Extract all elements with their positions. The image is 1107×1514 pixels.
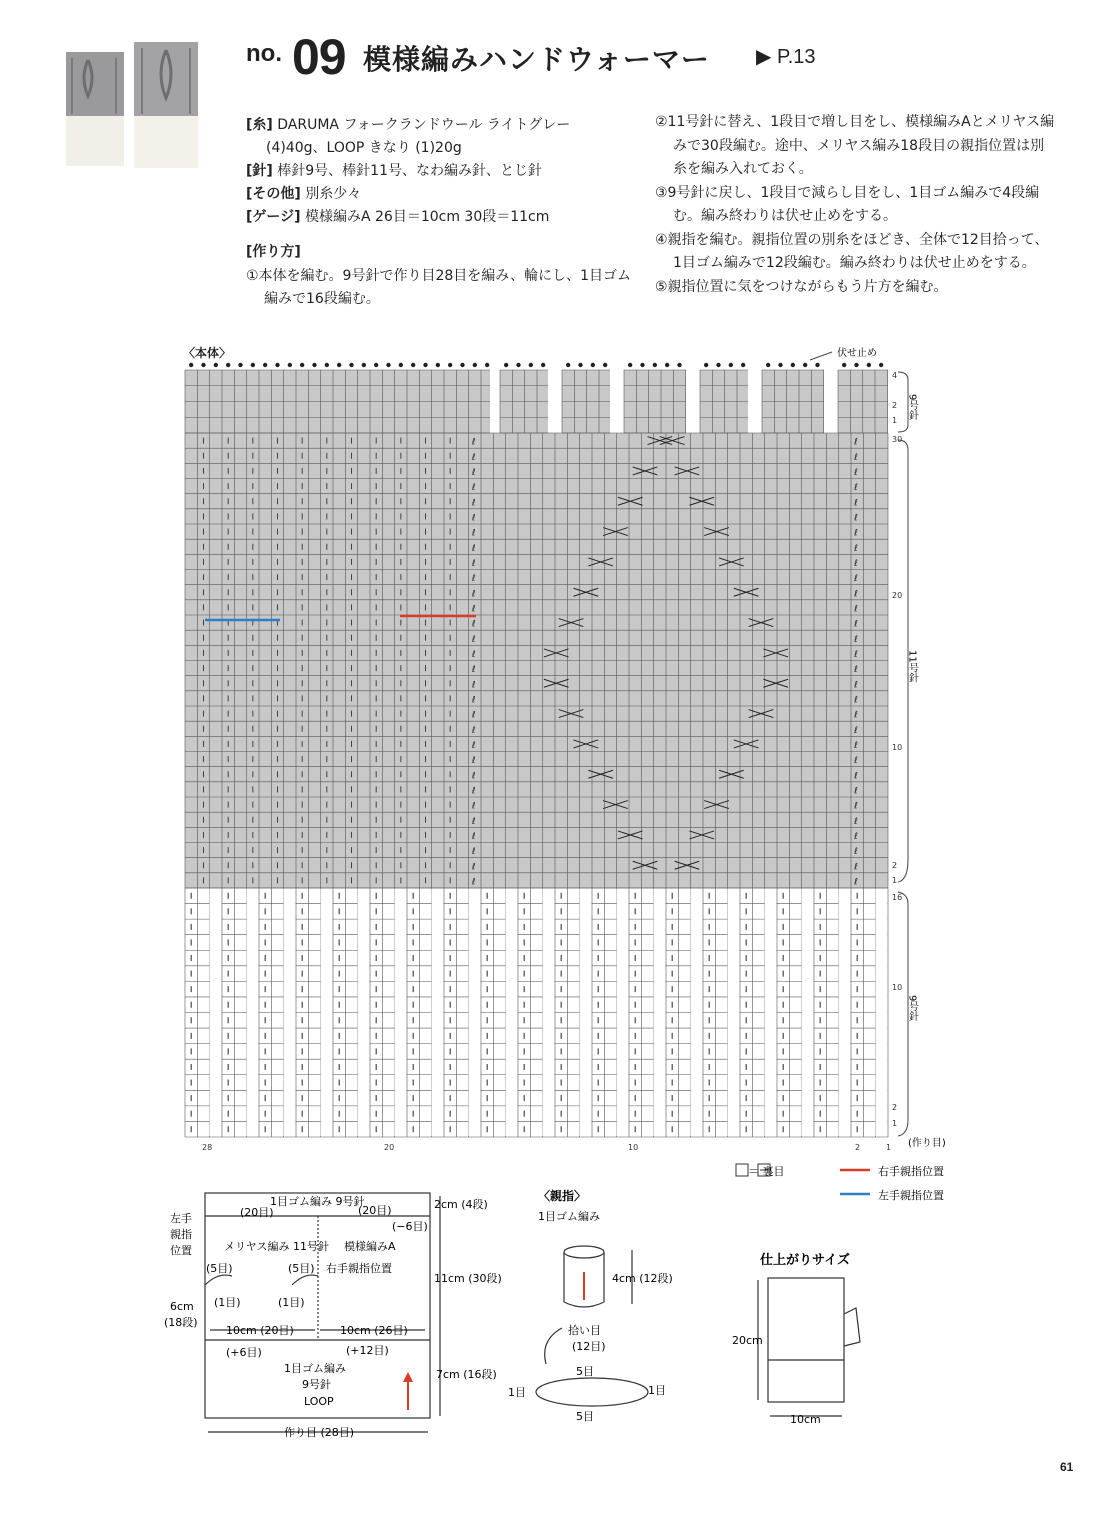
twist-symbol: ℓ xyxy=(471,740,476,751)
twist-symbol: ℓ xyxy=(471,498,476,509)
twist-symbol: ℓ xyxy=(471,452,476,463)
yarn-line1: DARUMA フォークランドウール ライトグレー xyxy=(277,117,571,133)
finished-title: 仕上がりサイズ xyxy=(760,1253,850,1268)
twist-symbol: ℓ xyxy=(471,862,476,873)
twist-symbol: ℓ xyxy=(854,558,858,569)
row-number: 16 xyxy=(892,893,903,902)
twist-symbol: ℓ xyxy=(471,801,476,812)
twist-symbol: ℓ xyxy=(471,816,476,827)
needle-bottom-label: 9号針 xyxy=(906,995,918,1022)
sch-rib: 1目ゴム編み xyxy=(284,1362,346,1375)
twist-symbol: ℓ xyxy=(854,452,858,463)
needle-value: 棒針9号、棒針11号、なわ編み針、とじ針 xyxy=(277,163,542,180)
sch-loop: LOOP xyxy=(304,1395,334,1408)
twist-symbol: ℓ xyxy=(854,680,858,691)
sch-inc12: (+12目) xyxy=(346,1344,389,1357)
legend-purl: ＝ 裏目 xyxy=(748,1165,785,1178)
row-number: 2 xyxy=(892,861,898,870)
sch-five1: (5目) xyxy=(206,1262,233,1275)
twist-symbol: ℓ xyxy=(471,786,476,797)
gauge-value: 模様編みA 26目＝10cm 30段＝11cm xyxy=(304,209,550,226)
yarn-line2: (4)40g、LOOP きなり (1)20g xyxy=(266,140,462,157)
twist-symbol: ℓ xyxy=(854,740,858,751)
twist-symbol: ℓ xyxy=(854,771,858,782)
row-number: 10 xyxy=(892,743,903,752)
row-number: 4 xyxy=(892,371,898,380)
sch-top-label: 1目ゴム編み 9号針 xyxy=(270,1195,365,1208)
twist-symbol: ℓ xyxy=(854,847,858,858)
twist-symbol: ℓ xyxy=(471,831,476,842)
sch-h-top: 2cm (4段) xyxy=(434,1198,488,1211)
col-number: 2 xyxy=(855,1143,861,1152)
twist-symbol: ℓ xyxy=(854,619,858,630)
twist-symbol: ℓ xyxy=(854,756,858,767)
row-number: 20 xyxy=(892,591,903,600)
sch-w10a: 10cm (20目) xyxy=(226,1324,294,1337)
thumb-one-l: 1目 xyxy=(508,1386,526,1399)
col-number: 10 xyxy=(628,1143,639,1152)
twist-symbol: ℓ xyxy=(854,801,858,812)
twist-symbol: ℓ xyxy=(854,483,858,494)
needle-top-label: 9号針 xyxy=(906,394,918,421)
twist-symbol: ℓ xyxy=(854,498,858,509)
needle-mid-label: 11号針 xyxy=(906,650,918,683)
thumb-five-bot: 5目 xyxy=(576,1410,594,1423)
twist-symbol: ℓ xyxy=(854,437,858,448)
thumb-pick-n: (12目) xyxy=(572,1340,606,1353)
sch-stockinette: メリヤス編み 11号針 xyxy=(224,1240,330,1253)
finished-thumb xyxy=(844,1308,860,1346)
legend-left-thumb: 左手親指位置 xyxy=(878,1189,944,1202)
pattern-title: 模様編みハンドウォーマー xyxy=(363,43,710,76)
twist-symbol: ℓ xyxy=(471,847,476,858)
twist-symbol: ℓ xyxy=(854,816,858,827)
twist-symbol: ℓ xyxy=(854,543,858,554)
page-number: 61 xyxy=(1060,1460,1074,1474)
sch-five2: (5目) xyxy=(288,1262,315,1275)
howto-heading: [作り方] xyxy=(246,244,301,261)
twist-symbol: ℓ xyxy=(854,831,858,842)
twist-symbol: ℓ xyxy=(471,589,476,600)
sch-patternA: 模様編みA xyxy=(344,1240,396,1253)
twist-symbol: ℓ xyxy=(854,710,858,721)
twist-symbol: ℓ xyxy=(471,695,476,706)
twist-symbol: ℓ xyxy=(854,786,858,797)
twist-symbol: ℓ xyxy=(471,437,476,448)
sch-one1: (1目) xyxy=(214,1296,241,1309)
twist-symbol: ℓ xyxy=(471,528,476,539)
twist-symbol: ℓ xyxy=(854,665,858,676)
sch-st20b: (20目) xyxy=(358,1204,392,1217)
twist-symbol: ℓ xyxy=(854,877,858,888)
thumb-one-r: 1目 xyxy=(648,1384,666,1397)
sch-dec: (−6目) xyxy=(392,1220,428,1233)
sch-h-bot: 7cm (16段) xyxy=(436,1368,497,1381)
other-key: [その他] xyxy=(246,186,301,203)
row-number: 1 xyxy=(892,876,898,885)
finished-height: 20cm xyxy=(732,1334,763,1347)
col-number: 20 xyxy=(384,1143,395,1152)
step-4: ④親指を編む。親指位置の別糸をほどき、全体で12目拾って、1目ゴム編みで12段編む。編み終わりは伏せ止めをする。 xyxy=(655,231,1049,272)
twist-symbol: ℓ xyxy=(471,619,476,630)
twist-symbol: ℓ xyxy=(854,725,858,736)
twist-symbol: ℓ xyxy=(471,483,476,494)
row-number: 1 xyxy=(892,1119,898,1128)
cast-on-label: (作り目) xyxy=(908,1138,946,1149)
twist-symbol: ℓ xyxy=(471,574,476,585)
twist-symbol: ℓ xyxy=(854,604,858,615)
sch-h-thumb-2: (18段) xyxy=(164,1316,198,1329)
twist-symbol: ℓ xyxy=(471,467,476,478)
twist-symbol: ℓ xyxy=(471,771,476,782)
twist-symbol: ℓ xyxy=(471,710,476,721)
thumb-height: 4cm (12段) xyxy=(612,1272,673,1285)
other-value: 別糸少々 xyxy=(305,186,362,203)
twist-symbol: ℓ xyxy=(471,756,476,767)
thumb-five-top: 5目 xyxy=(576,1365,594,1378)
row-number: 2 xyxy=(892,401,898,410)
needle-key: [針] xyxy=(246,163,273,180)
thumb-title: 〈親指〉 xyxy=(538,1189,587,1203)
twist-symbol: ℓ xyxy=(471,558,476,569)
col-number: 28 xyxy=(202,1143,213,1152)
row-number: 1 xyxy=(892,416,898,425)
twist-symbol: ℓ xyxy=(854,528,858,539)
pattern-no-label: no. xyxy=(246,40,282,67)
twist-symbol: ℓ xyxy=(471,680,476,691)
step-2: ②11号針に替え、1段目で増し目をし、模様編みAとメリヤス編みで30段編む。途中、メリヤス編み18段目の親指位置は別糸を編み入れておく。 xyxy=(655,114,1055,178)
sch-cast-on: 作り目 (28目) xyxy=(284,1426,355,1439)
twist-symbol: ℓ xyxy=(471,604,476,615)
chart-label: 〈本体〉 xyxy=(183,346,232,360)
step-3: ③9号針に戻し、1段目で減らし目をし、1目ゴム編みで4段編む。編み終わりは伏せ止めをする。 xyxy=(655,184,1040,225)
twist-symbol: ℓ xyxy=(471,543,476,554)
twist-symbol: ℓ xyxy=(854,634,858,645)
twist-symbol: ℓ xyxy=(471,665,476,676)
twist-symbol: ℓ xyxy=(854,695,858,706)
legend-right-thumb: 右手親指位置 xyxy=(878,1165,944,1178)
finished-outline xyxy=(768,1278,844,1402)
pattern-number: 09 xyxy=(292,29,346,85)
twist-symbol: ℓ xyxy=(471,649,476,660)
sch-w10b: 10cm (26目) xyxy=(340,1324,408,1337)
sch-inc6: (+6目) xyxy=(226,1346,262,1359)
sch-h-mid: 11cm (30段) xyxy=(434,1272,502,1285)
sch-left-thumb-3: 位置 xyxy=(170,1244,192,1257)
twist-symbol: ℓ xyxy=(854,862,858,873)
col-number: 1 xyxy=(886,1143,892,1152)
row-number: 30 xyxy=(892,435,903,444)
twist-symbol: ℓ xyxy=(854,574,858,585)
finished-width: 10cm xyxy=(790,1413,821,1426)
sch-st20a: (20目) xyxy=(240,1206,274,1219)
twist-symbol: ℓ xyxy=(471,725,476,736)
sch-h-thumb-1: 6cm xyxy=(170,1300,194,1313)
page-reference: ▶ P.13 xyxy=(756,46,816,68)
row-number: 10 xyxy=(892,983,903,992)
step-5: ⑤親指位置に気をつけながらもう片方を編む。 xyxy=(655,278,948,295)
twist-symbol: ℓ xyxy=(471,513,476,524)
thumb-pick: 拾い目 xyxy=(568,1324,601,1337)
gauge-key: [ゲージ] xyxy=(246,209,301,226)
twist-symbol: ℓ xyxy=(854,589,858,600)
twist-symbol: ℓ xyxy=(854,649,858,660)
twist-symbol: ℓ xyxy=(854,513,858,524)
twist-symbol: ℓ xyxy=(471,877,476,888)
thumb-rib: 1目ゴム編み xyxy=(538,1210,600,1223)
row-number: 2 xyxy=(892,1103,898,1112)
sch-needle9: 9号針 xyxy=(302,1378,331,1391)
step-1: ①本体を編む。9号針で作り目28目を編み、輪にし、1目ゴム編みで16段編む。 xyxy=(246,267,632,307)
twist-symbol: ℓ xyxy=(854,467,858,478)
sch-one2: (1目) xyxy=(278,1296,305,1309)
sch-right-thumb: 右手親指位置 xyxy=(326,1262,392,1275)
yarn-key: [糸] xyxy=(246,117,273,133)
sch-left-thumb-2: 親指 xyxy=(170,1228,192,1241)
bind-off-label: 伏せ止め xyxy=(837,348,877,359)
twist-symbol: ℓ xyxy=(471,634,476,645)
sch-left-thumb-1: 左手 xyxy=(170,1212,192,1225)
